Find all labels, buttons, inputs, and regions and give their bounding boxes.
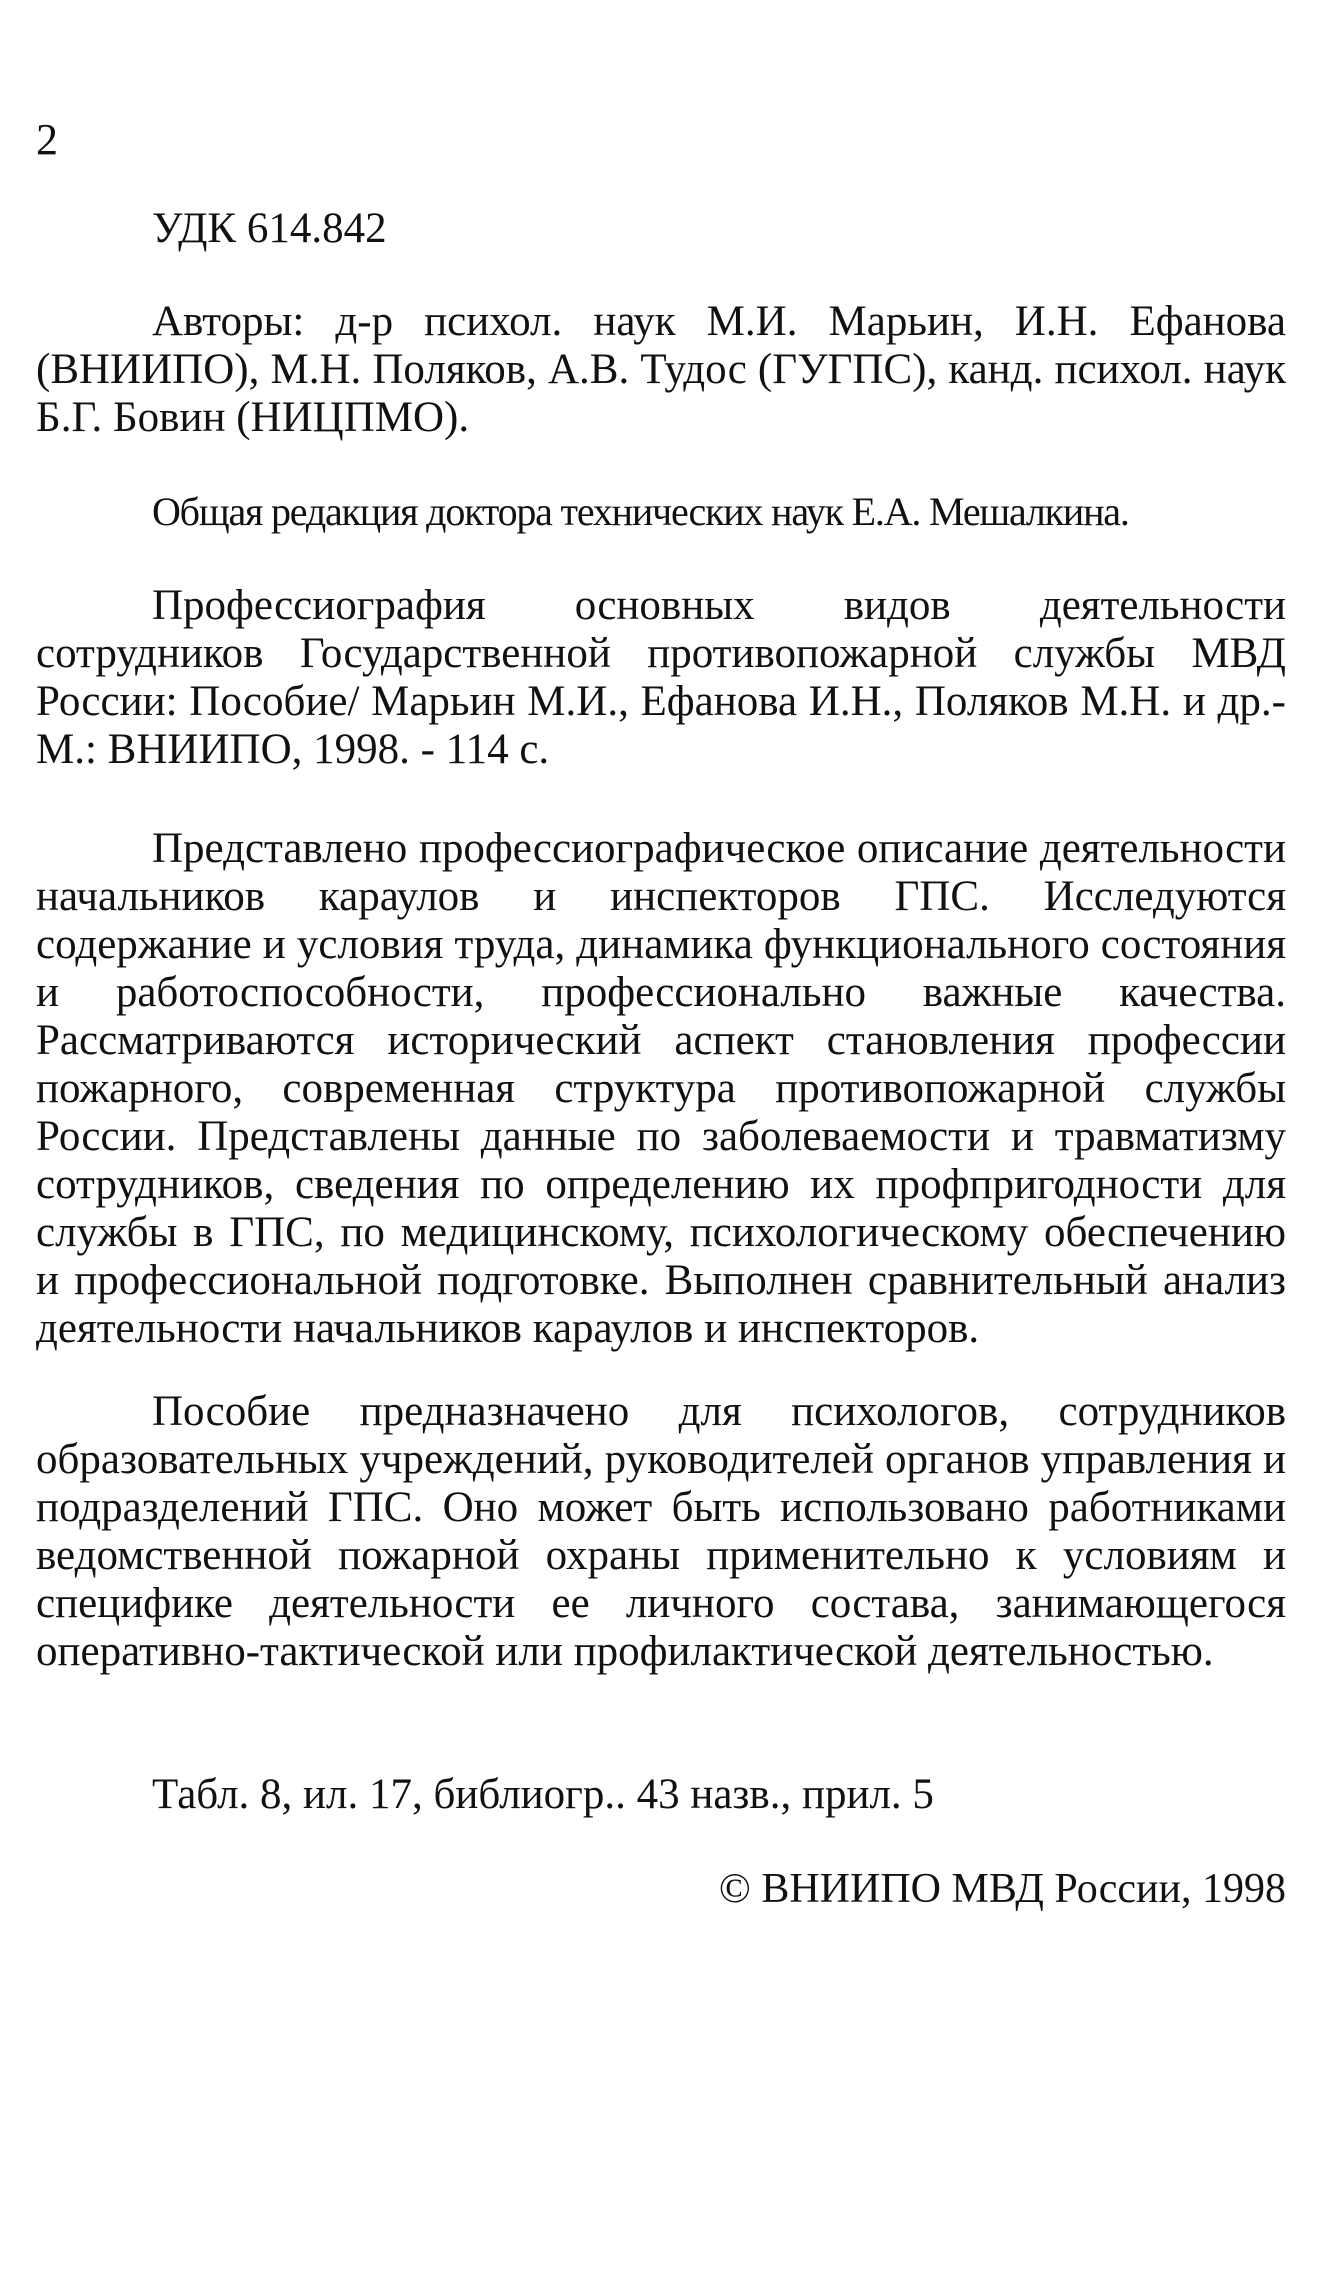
editor-line: Общая редакция доктора технических наук Е.А. Мешалкина. [152, 489, 1129, 534]
page-number: 2 [36, 115, 58, 164]
purpose-paragraph: Пособие предназначено для психологов, сотрудников образовательных учреждений, руководителей органов управления и подразделений ГПС. Оно может быть использовано работниками ведомственной пожарной охраны применительно к условиям и специфике деятельности ее личного состава, занимающегося оперативно-тактической или профилактической деятельностью. [36, 1388, 1286, 1675]
authors-paragraph: Авторы: д-р психол. наук М.И. Марьин, И.Н. Ефанова (ВНИИПО), М.Н. Поляков, А.В. Тудос (ГУГПС), канд. психол. наук Б.Г. Бовин (НИЦПМО). [36, 298, 1286, 441]
copyright-notice: © ВНИИПО МВД России, 1998 [718, 1866, 1286, 1912]
tables-illustrations-info: Табл. 8, ил. 17, библиогр.. 43 назв., прил. 5 [152, 1771, 934, 1818]
bibliographic-citation: Профессиография основных видов деятельности сотрудников Государственной противопожарной службы МВД России: Пособие/ Марьин М.И., Ефанова И.Н., Поляков М.Н. и др.- М.: ВНИИПО, 1998. - 114 с. [36, 582, 1286, 773]
udc-code: УДК 614.842 [152, 205, 387, 252]
abstract-paragraph: Представлено профессиографическое описание деятельности начальников караулов и инспекторов ГПС. Исследуются содержание и условия труда, динамика функционального состояния и работоспособности, профессионально важные качества. Рассматриваются исторический аспект становления профессии пожарного, современная структура противопожарной службы России. Представлены данные по заболеваемости и травматизму сотрудников, сведения по определению их профпригодности для службы в ГПС, по медицинскому, психологическому обеспечению и профессиональной подготовке. Выполнен сравнительный анализ деятельности начальников караулов и инспекторов. [36, 825, 1286, 1352]
